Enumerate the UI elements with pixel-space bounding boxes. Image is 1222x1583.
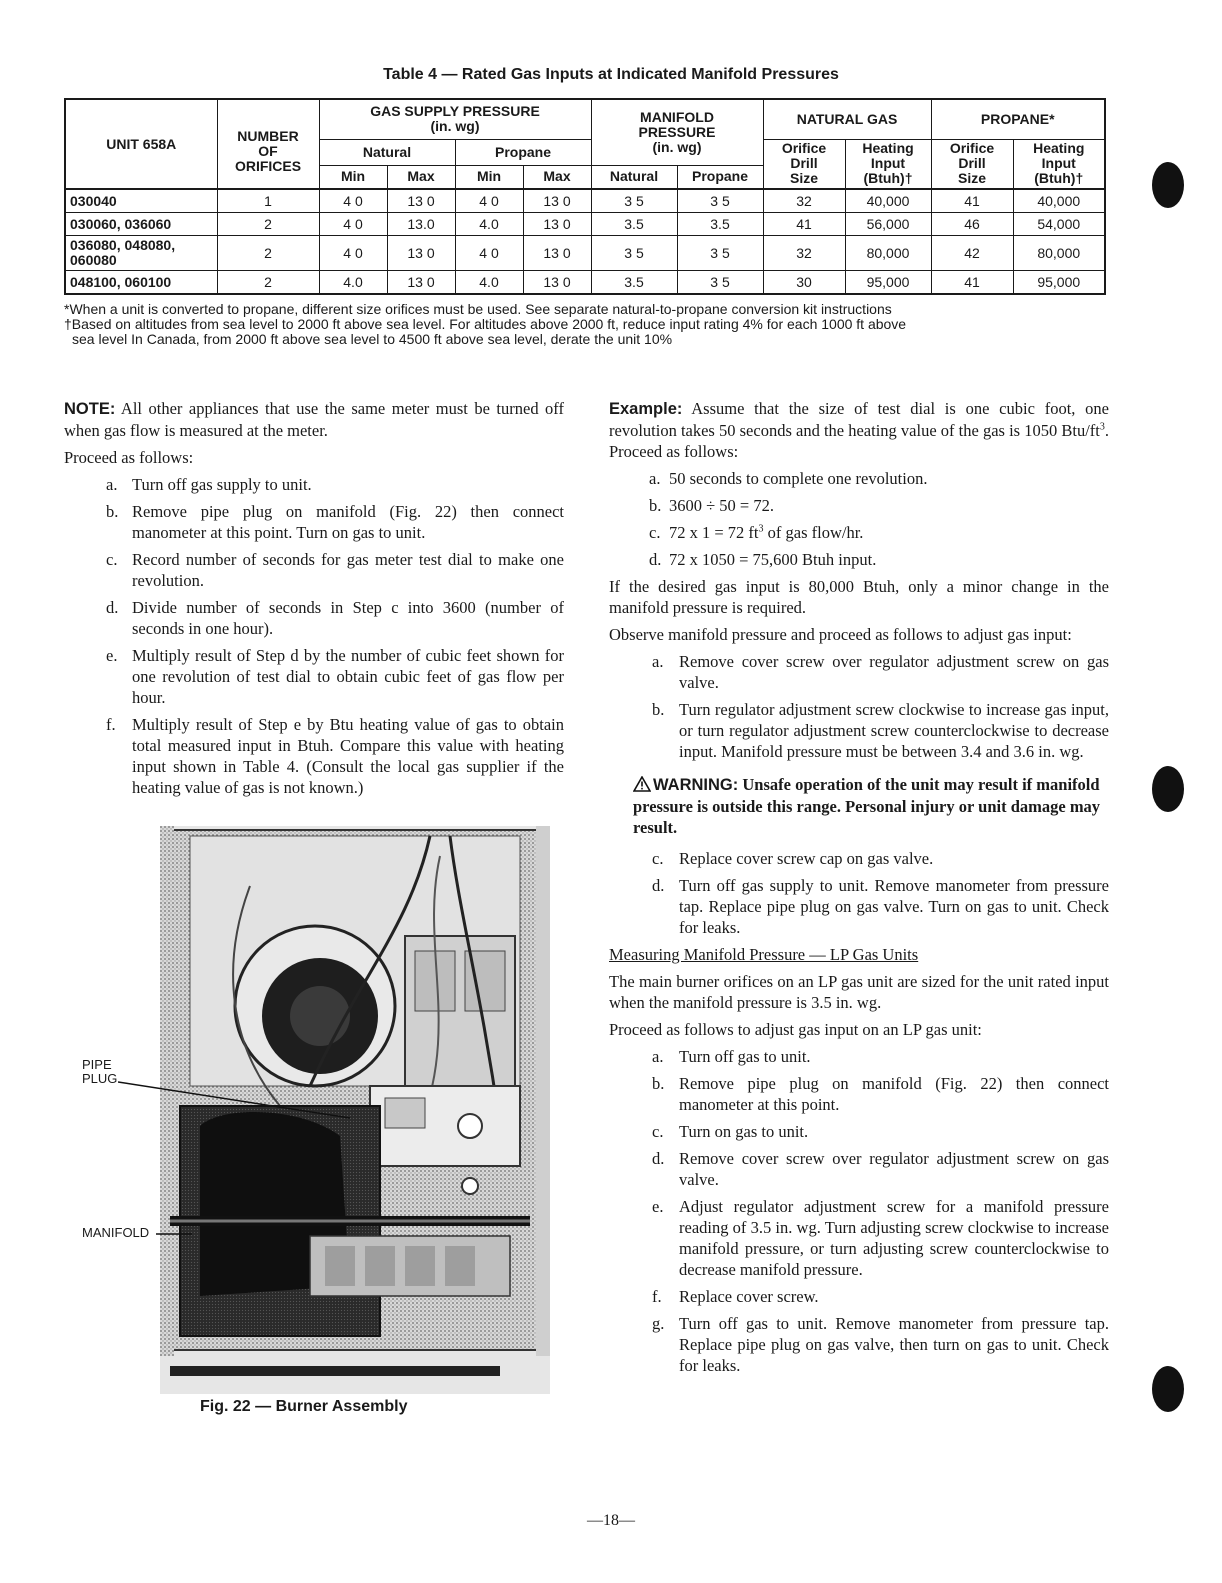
header-nat-min: Min [319,165,387,189]
cell-nat-max: 13.0 [387,213,455,236]
table-row [65,213,1105,236]
cell-pro-min: 4.0 [455,271,523,295]
table-row [65,236,1105,271]
cell-ng-input: 95,000 [845,271,931,295]
example-paragraph: Example: Assume that the size of test dial is one cubic foot, one revolution takes 50 seconds and the heating value of the gas is 1050 Btu/$ft^3$. Proceed as follows: [609,399,1109,461]
footnote-altitude: †Based on altitudes from sea level to 2000 ft above sea level. For altitudes above 2000 ft, reduce input rating 4% for each 1000 ft above [64,316,907,332]
cell-pro-min: 4.0 [455,213,523,236]
right-column [609,398,1109,1382]
list-item: a. 50 seconds to complete one revolution. [649,469,928,488]
cell-nat-min: 4 0 [319,213,387,236]
cell-orifices: 2 [217,271,319,295]
header-unit: UNIT 658A [65,99,217,189]
note-label: NOTE: [64,400,116,418]
header-natural-gas: NATURAL GAS [763,99,931,139]
cell-nat-min: 4.0 [319,271,387,295]
binder-hole-top [1152,162,1184,208]
header-gas-supply: GAS SUPPLY PRESSURE (in. wg) [319,99,591,139]
cell-unit: 048100, 060100 [65,271,217,295]
example-label: Example: [609,400,683,418]
warning-triangle-icon [633,776,651,792]
list-item: g. Turn off gas to unit. Remove manometer from pressure tap. Replace pipe plug on gas valve, then turn on gas to unit. Check for leaks. [652,1314,1109,1375]
cell-lp-input: 40,000 [1013,189,1105,213]
cell-pro-min: 4 0 [455,189,523,213]
cell-nat-max: 13 0 [387,236,455,271]
cell-pro-max: 13 0 [523,189,591,213]
cell-ng-input: 56,000 [845,213,931,236]
cell-nat-min: 4 0 [319,189,387,213]
header-ng-orifice: Orifice Drill Size [763,139,845,189]
callout-manifold: MANIFOLD [82,1225,150,1240]
table-row [65,271,1105,295]
cell-ng-input: 80,000 [845,236,931,271]
table-title: Table 4 — Rated Gas Inputs at Indicated Manifold Pressures [383,66,839,83]
header-orifices: NUMBER OF ORIFICES [217,99,319,189]
cell-man-pro: 3 5 [677,189,763,213]
cell-orifices: 2 [217,236,319,271]
cell-ng-orifice: 41 [763,213,845,236]
cell-man-pro: 3 5 [677,236,763,271]
cell-lp-input: 54,000 [1013,213,1105,236]
warning-label: WARNING: [653,776,739,794]
pipe-plug-leader-line [118,1076,358,1126]
cell-orifices: 1 [217,189,319,213]
list-item: b. Remove pipe plug on manifold (Fig. 22) then connect manometer at this point. [652,1074,1109,1114]
cell-lp-input: 80,000 [1013,236,1105,271]
cell-ng-input: 40,000 [845,189,931,213]
list-item: c. Replace cover screw cap on gas valve. [652,849,934,868]
cell-man-nat: 3.5 [591,271,677,295]
header-man-propane: Propane [677,165,763,189]
page-number: —18— [587,1512,635,1529]
footnote-propane: *When a unit is converted to propane, different size orifices must be used. See separate natural-to-propane conversion kit instructions [64,301,892,317]
list-item: e. Adjust regulator adjustment screw for a manifold pressure reading of 3.5 in. wg. Turn adjusting screw clockwise to increase manifold pressure, or turn adjusting screw counterclockwise to decrease manifold pressure. [652,1197,1109,1279]
note-text: All other appliances that use the same meter must be turned off when gas flow is measured at the meter. [64,399,564,440]
header-lp-orifice: Orifice Drill Size [931,139,1013,189]
table-row [65,189,1105,213]
cell-pro-max: 13 0 [523,271,591,295]
left-column [64,398,564,804]
cell-man-nat: 3 5 [591,236,677,271]
cell-man-nat: 3 5 [591,189,677,213]
header-nat-max: Max [387,165,455,189]
cell-unit: 030060, 036060 [65,213,217,236]
list-item: c. Turn on gas to unit. [652,1122,809,1141]
cell-man-pro: 3 5 [677,271,763,295]
header-pro-min: Min [455,165,523,189]
cell-pro-max: 13 0 [523,213,591,236]
footnote-altitude-cont: sea level In Canada, from 2000 ft above sea level to 4500 ft above sea level, derate the unit 10% [72,331,673,347]
list-item: e. Multiply result of Step d by the number of cubic feet shown for one revolution of test dial to obtain cubic feet of gas flow per hour. [106,646,564,707]
header-lp-heating-input: Heating Input (Btuh)† [1013,139,1105,189]
cell-lp-input: 95,000 [1013,271,1105,295]
warning-text: Unsafe operation of the unit may result if manifold pressure is outside this range. Personal injury or unit damage may result. [633,775,1101,837]
header-manifold: MANIFOLD PRESSURE (in. wg) [591,99,763,165]
cell-nat-min: 4 0 [319,236,387,271]
cell-ng-orifice: 32 [763,189,845,213]
cell-nat-max: 13 0 [387,271,455,295]
list-item: d. 72 x 1050 = 75,600 Btuh input. [649,550,877,569]
cell-man-nat: 3.5 [591,213,677,236]
list-item: f. Multiply result of Step e by Btu heating value of gas to obtain total measured input in Btuh. Compare this value with heating input shown in Table 4. (Consult the local gas supplier if the heating value of gas is not known.) [106,715,564,797]
list-item: f. Replace cover screw. [652,1287,819,1306]
binder-hole-bottom [1152,1366,1184,1412]
proceed-text: Proceed as follows: [64,448,194,467]
cell-orifices: 2 [217,213,319,236]
list-item: c. Record number of seconds for gas meter test dial to make one revolution. [106,550,564,590]
lp-section-heading: Measuring Manifold Pressure — LP Gas Units [609,945,919,964]
cell-pro-max: 13 0 [523,236,591,271]
cell-pro-min: 4 0 [455,236,523,271]
manifold-leader-line [156,1228,196,1242]
cell-lp-orifice: 46 [931,213,1013,236]
list-item: b. 3600 ÷ 50 = 72. [649,496,774,515]
list-item: c. 72 x 1 = 72 $ft^3$ of gas flow/hr. [649,523,864,542]
header-natural: Natural [319,139,455,165]
list-item: a. Turn off gas supply to unit. [106,475,312,494]
list-item: a. Turn off gas to unit. [652,1047,811,1066]
list-item: d. Turn off gas supply to unit. Remove manometer from pressure tap. Replace pipe plug on gas valve. Turn on gas to unit. Check for leaks. [652,876,1109,937]
cell-lp-orifice: 41 [931,271,1013,295]
warning-box [633,774,1109,838]
cell-unit: 036080, 048080, 060080 [65,236,217,271]
cell-lp-orifice: 42 [931,236,1013,271]
table-footnotes [64,302,1164,347]
header-ng-heating-input: Heating Input (Btuh)† [845,139,931,189]
figure-caption: Fig. 22 — Burner Assembly [200,1398,408,1415]
observe-paragraph: Observe manifold pressure and proceed as follows to adjust gas input: [609,625,1072,644]
header-propane-group: PROPANE* [931,99,1105,139]
cell-ng-orifice: 32 [763,236,845,271]
lp-paragraph: The main burner orifices on an LP gas unit are sized for the unit rated input when the manifold pressure is 3.5 in. wg. [609,972,1109,1012]
list-item: d. Remove cover screw over regulator adjustment screw on gas valve. [652,1149,1109,1189]
note-paragraph [64,398,564,441]
desired-input-paragraph: If the desired gas input is 80,000 Btuh, only a minor change in the manifold pressure is required. [609,577,1109,617]
list-item: d. Divide number of seconds in Step c into 3600 (number of seconds in one hour). [106,598,564,638]
list-item: a. Remove cover screw over regulator adjustment screw on gas valve. [652,652,1109,692]
header-propane: Propane [455,139,591,165]
cell-man-pro: 3.5 [677,213,763,236]
list-item: b. Remove pipe plug on manifold (Fig. 22) then connect manometer at this point. Turn on gas to unit. [106,502,564,542]
cell-nat-max: 13 0 [387,189,455,213]
cell-ng-orifice: 30 [763,271,845,295]
list-item: b. Turn regulator adjustment screw clockwise to increase gas input, or turn regulator adjustment screw counterclockwise to decrease input. Manifold pressure must be between 3.4 and 3.6 in. wg. [652,700,1109,761]
lp-proceed: Proceed as follows to adjust gas input on an LP gas unit: [609,1020,982,1039]
cell-unit: 030040 [65,189,217,213]
header-pro-max: Max [523,165,591,189]
rated-gas-inputs-table [64,98,1106,295]
binder-hole-middle [1152,766,1184,812]
callout-pipe-plug: PIPE PLUG [82,1057,118,1086]
header-man-natural: Natural [591,165,677,189]
cell-lp-orifice: 41 [931,189,1013,213]
